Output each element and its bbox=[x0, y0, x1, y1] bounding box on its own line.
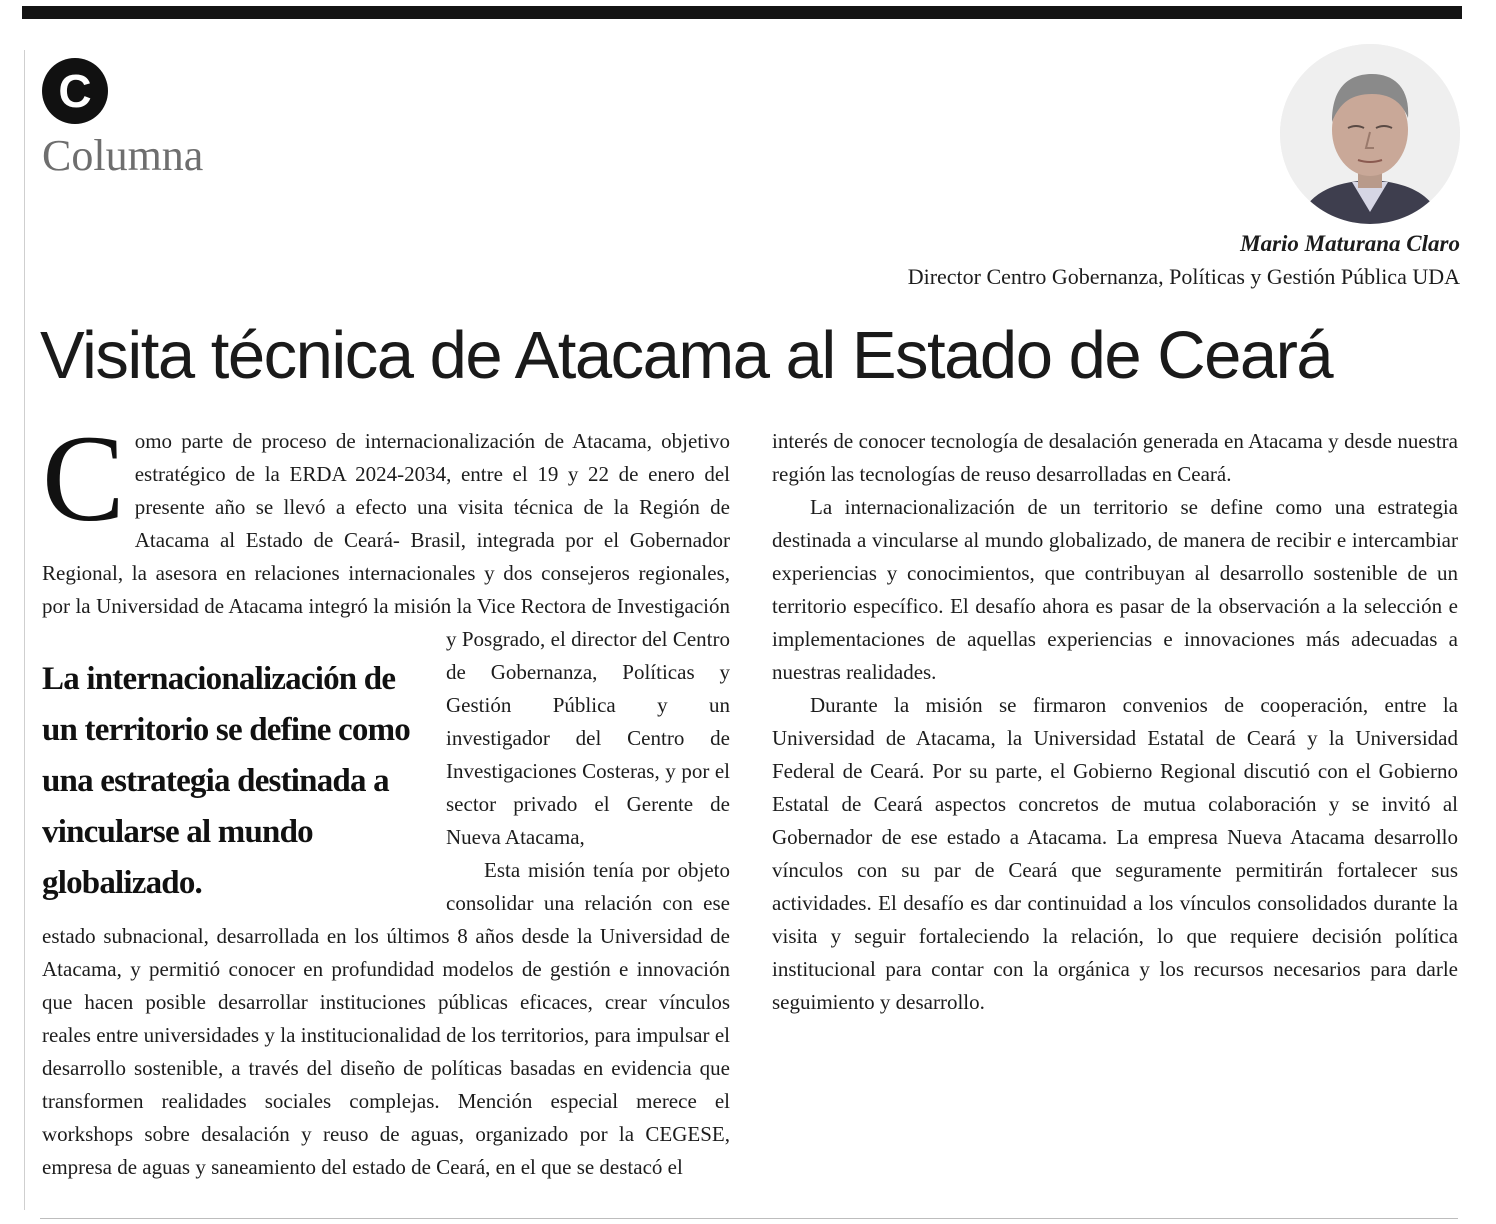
paragraph-2: Esta misión tenía por objeto consolidar una relación con ese estado subnacional, desarrollada en los últimos 8 años desde la Universidad de Atacama, y permitió conocer en profundidad modelos de gestión e innovación que hacen posible desarrollar instituciones públicas eficaces, crear vínculos reales entre universidades y la institucionalidad de los territorios, para impulsar el desarrollo sostenible, a través del diseño de políticas basadas en evidencia que transformen realidades sociales complejas. Mención especial merece el workshops sobre desalación y reuso de aguas, organizado por la CEGESE, empresa de aguas y saneamiento del estado de Ceará, en el que se destacó el bbox=[42, 858, 730, 1179]
bottom-rule bbox=[40, 1218, 1458, 1219]
paragraph-1: omo parte de proceso de internacionalización de Atacama, objetivo estratégico de la ERDA 2024-2034, entre el 19 y 22 de enero del presente año se llevó a efecto una visita técnica de la Región de Atacama al Estado de Ceará- Brasil, integrada por el Gobernador Regional, la asesora en relaciones internacionales y dos consejeros regionales, por la Universidad de Atacama integró la misión la Vice Rectora de Investigación y Posgrado, el director del Centro de Gobernanza, Políticas y Gestión Pública y un investigador del Centro de Investigaciones Costeras, y por el sector privado el Gerente de Nueva Atacama, bbox=[42, 429, 730, 849]
author-role: Director Centro Gobernanza, Políticas y Gestión Pública UDA bbox=[907, 264, 1460, 289]
author-photo bbox=[1280, 44, 1460, 224]
article-column-left bbox=[42, 410, 730, 1184]
left-border-rule bbox=[24, 50, 25, 1210]
drop-cap: C bbox=[42, 410, 125, 547]
article-headline: Visita técnica de Atacama al Estado de Ceará bbox=[40, 318, 1333, 393]
author-portrait-icon bbox=[1280, 44, 1460, 224]
paragraph-2-continued: interés de conocer tecnología de desalación generada en Atacama y desde nuestra región las tecnologías de reuso desarrolladas en Ceará. bbox=[772, 429, 1458, 486]
paragraph-3: La internacionalización de un territorio se define como una estrategia destinada a vincularse al mundo globalizado, de manera de recibir e intercambiar experiencias y conocimientos, que contribuyan al desarrollo sostenible de un territorio específico. El desafío ahora es pasar de la observación a la selección e implementaciones de aquellas experiencias e innovaciones más adecuadas a nuestras realidades. bbox=[772, 495, 1458, 684]
author-name: Mario Maturana Claro bbox=[1240, 231, 1460, 256]
paragraph-4: Durante la misión se firmaron convenios de cooperación, entre la Universidad de Atacama, la Universidad Estatal de Ceará y la Universidad Federal de Ceará. Por su parte, el Gobierno Regional discutió con el Gobierno Estatal de Ceará aspectos concretos de mutua colaboración y se invitó al Gobernador de ese estado a Atacama. La empresa Nueva Atacama desarrollo vínculos con su par de Ceará que seguramente permitirán fortalecer sus actividades. El desafío es dar continuidad a los vínculos consolidados durante la visita y seguir fortaleciendo la relación, lo que requiere decisión política institucional para contar con la orgánica y los recursos necesarios para darle seguimiento y desarrollo. bbox=[772, 693, 1458, 1014]
article-column-right bbox=[772, 425, 1458, 1019]
section-label: Columna bbox=[42, 131, 204, 180]
column-badge-icon: C bbox=[42, 58, 108, 124]
pull-quote: La internacionalización de un territorio se define como una estrategia destinada a vincularse al mundo globalizado. bbox=[42, 661, 410, 901]
top-rule bbox=[22, 6, 1462, 19]
